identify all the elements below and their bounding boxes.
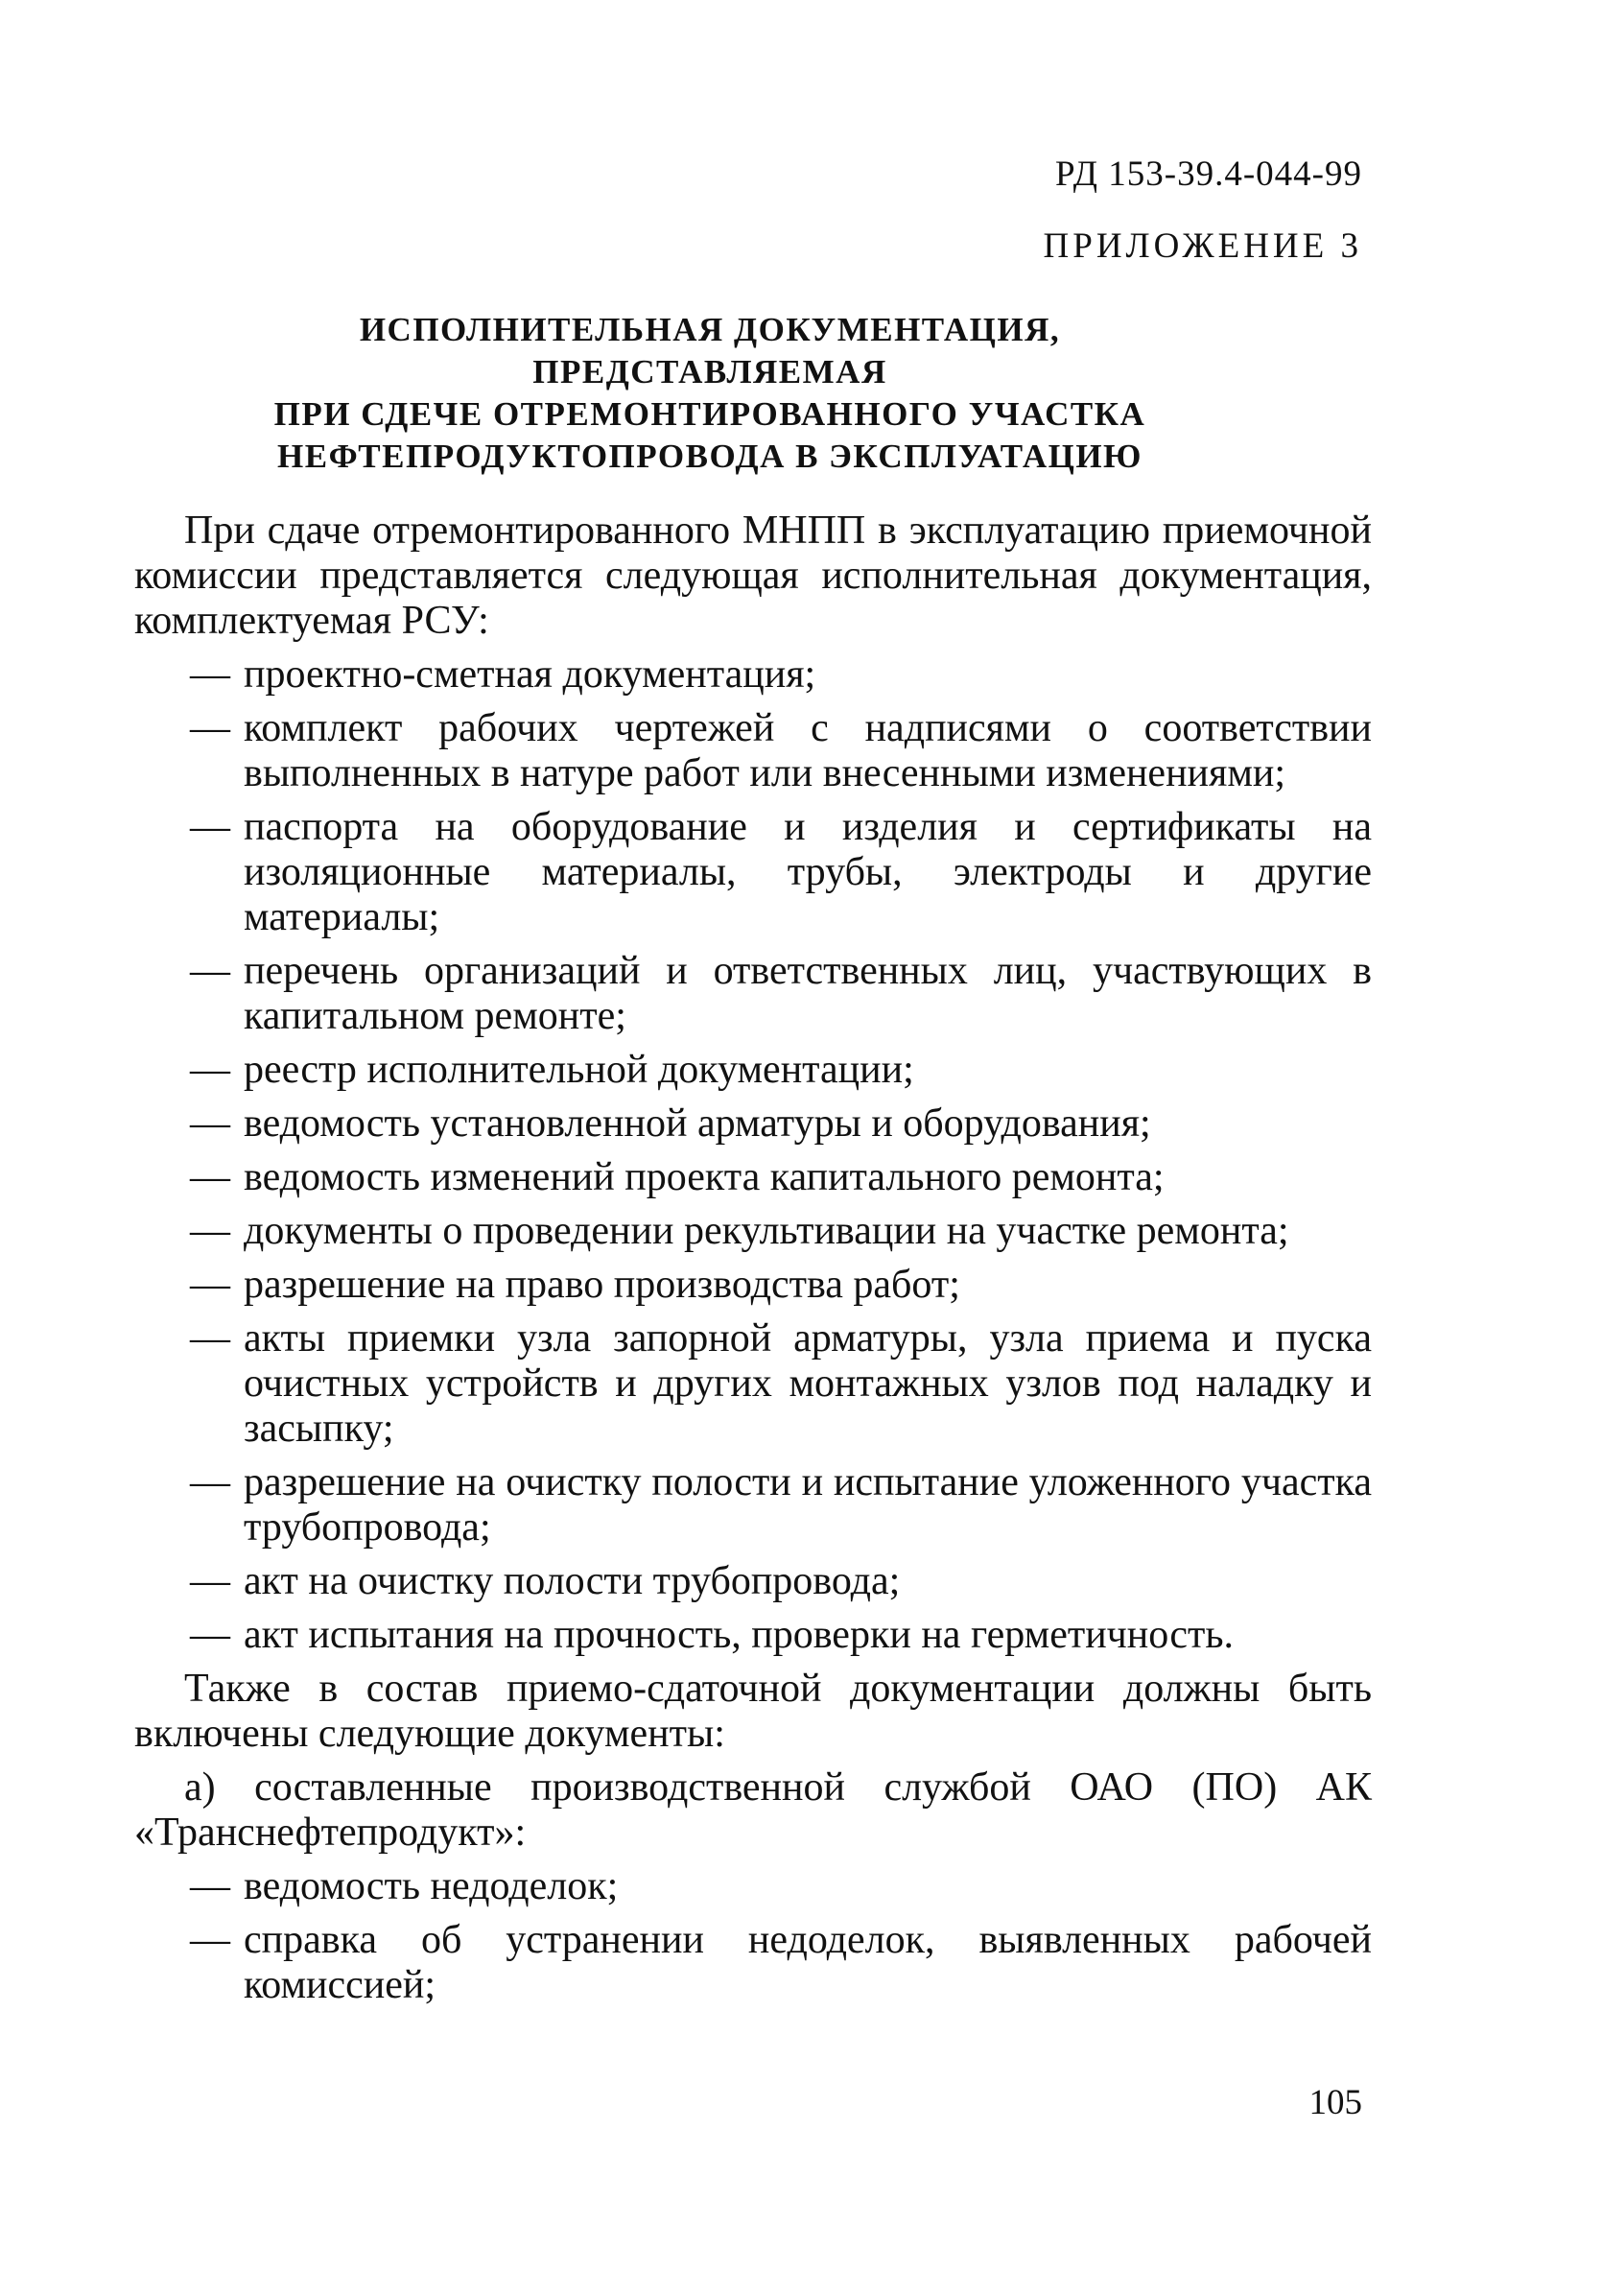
dash-marker: — [190, 805, 230, 849]
list-item [134, 1864, 1372, 1909]
list-item [134, 1918, 1372, 2008]
list-item [134, 1155, 1372, 1200]
list-item-text: разрешение на очистку полости и испытание уложенного участка трубопровода; [244, 1460, 1372, 1550]
dash-marker: — [190, 949, 230, 993]
subsection-a-paragraph: а) составленные производственной службой ОАО (ПО) АК «Транснефтепродукт»: [134, 1765, 1372, 1855]
list-item [134, 706, 1372, 796]
dash-marker: — [190, 1048, 230, 1092]
list-item-text: перечень организаций и ответственных лиц, участвующих в капитальном ремонте; [244, 949, 1372, 1038]
dash-marker: — [190, 1263, 230, 1307]
dash-marker: — [190, 1613, 230, 1657]
list-item [134, 1460, 1372, 1550]
appendix-label: ПРИЛОЖЕНИЕ 3 [1043, 226, 1362, 266]
list-item-text: акт на очистку полости трубопровода; [244, 1559, 901, 1603]
document-code: РД 153-39.4-044-99 [1055, 154, 1362, 194]
dash-marker: — [190, 1559, 230, 1603]
dash-marker: — [190, 652, 230, 697]
page-number: 105 [1308, 2083, 1362, 2122]
dash-marker: — [190, 1864, 230, 1908]
dash-marker: — [190, 1101, 230, 1146]
list-item-text: разрешение на право производства работ; [244, 1263, 960, 1307]
dash-marker: — [190, 1155, 230, 1199]
list-item [134, 1209, 1372, 1254]
list-item [134, 1613, 1372, 1658]
list-item-text: справка об устранении недоделок, выявленных рабочей комиссией; [244, 1918, 1372, 2007]
list-item-text: комплект рабочих чертежей с надписями о соответствии выполненных в натуре работ или внесенными изменениями; [244, 706, 1372, 795]
appendix-title [192, 309, 1228, 478]
dash-marker: — [190, 1460, 230, 1504]
list-item-text: ведомость изменений проекта капитального ремонта; [244, 1155, 1165, 1199]
list-item [134, 949, 1372, 1039]
title-line: НЕФТЕПРОДУКТОПРОВОДА В ЭКСПЛУАТАЦИЮ [277, 438, 1143, 475]
subsection-a-list [134, 1864, 1372, 2008]
list-item [134, 1048, 1372, 1093]
title-line: ИСПОЛНИТЕЛЬНАЯ ДОКУМЕНТАЦИЯ, [359, 311, 1061, 348]
list-item [134, 1101, 1372, 1147]
list-item [134, 805, 1372, 940]
list-item-text: ведомость установленной арматуры и оборудования; [244, 1101, 1151, 1146]
list-item-text: ведомость недоделок; [244, 1864, 619, 1908]
list-item [134, 1263, 1372, 1308]
document-body [134, 509, 1372, 2017]
list-item [134, 652, 1372, 698]
title-line: ПРИ СДЕЧЕ ОТРЕМОНТИРОВАННОГО УЧАСТКА [273, 395, 1146, 433]
list-item-text: паспорта на оборудование и изделия и сертификаты на изоляционные материалы, трубы, электроды и другие материалы; [244, 805, 1372, 939]
dash-marker: — [190, 1316, 230, 1361]
documentation-list [134, 652, 1372, 1658]
additional-documents-paragraph: Также в состав приемо-сдаточной документации должны быть включены следующие документы: [134, 1667, 1372, 1756]
dash-marker: — [190, 1918, 230, 1962]
intro-paragraph: При сдаче отремонтированного МНПП в эксплуатацию приемочной комиссии представляется следующая исполнительная документация, комплектуемая РСУ: [134, 509, 1372, 643]
list-item [134, 1559, 1372, 1604]
title-line: ПРЕДСТАВЛЯЕМАЯ [532, 353, 887, 391]
list-item-text: документы о проведении рекультивации на участке ремонта; [244, 1209, 1289, 1253]
list-item [134, 1316, 1372, 1452]
list-item-text: акты приемки узла запорной арматуры, узла приема и пуска очистных устройств и других монтажных узлов под наладку и засыпку; [244, 1316, 1372, 1451]
dash-marker: — [190, 706, 230, 750]
dash-marker: — [190, 1209, 230, 1253]
list-item-text: реестр исполнительной документации; [244, 1048, 914, 1092]
list-item-text: проектно-сметная документация; [244, 652, 816, 697]
list-item-text: акт испытания на прочность, проверки на герметичность. [244, 1613, 1234, 1657]
